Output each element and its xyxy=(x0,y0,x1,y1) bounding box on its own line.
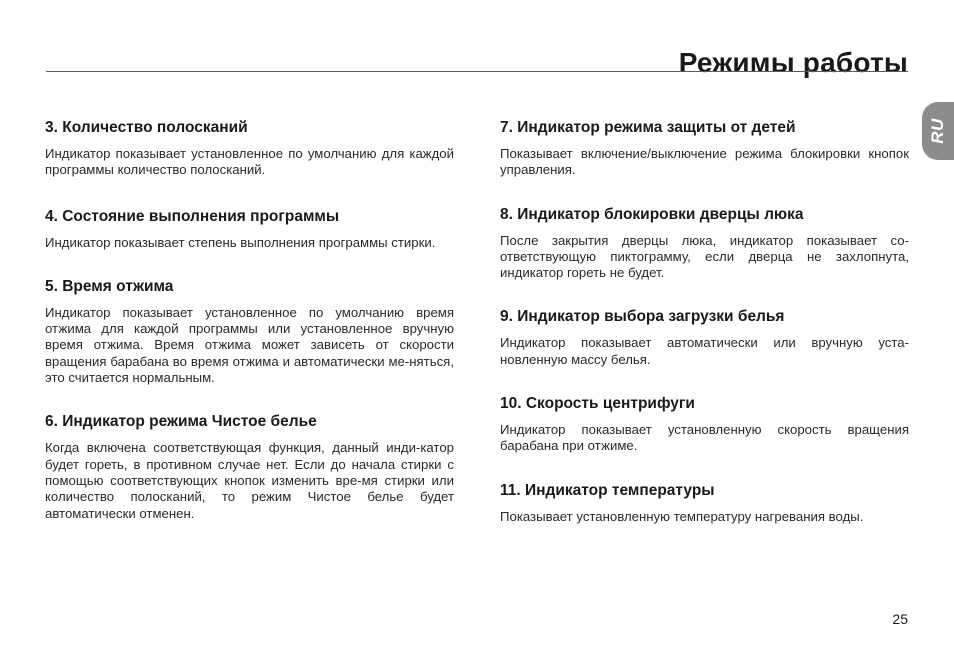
section-heading: 7. Индикатор режима защиты от детей xyxy=(500,119,796,136)
section-door-lock xyxy=(500,206,909,282)
section-text: Когда включена соответствующая функция, данный инди-катор будет гореть, в противном случае нет. Если до начала стирки с помощью соответствующих кнопок изменить вре-мя стирки или количество полосканий, то режим Чистое белье будет автоматически отменен. xyxy=(45,440,454,521)
section-heading: 10. Скорость центрифуги xyxy=(500,395,695,413)
language-tab-label: RU xyxy=(928,118,947,144)
section-text: Показывает включение/выключение режима блокировки кнопок управления. xyxy=(500,146,909,178)
section-heading: 11. Индикатор температуры xyxy=(500,481,715,499)
section-text: Индикатор показывает установленное по умолчанию для каждой программы количество полосканий. xyxy=(45,146,454,178)
page-number: 25 xyxy=(892,611,908,627)
right-column xyxy=(500,119,909,552)
section-heading: 8. Индикатор блокировки дверцы люка xyxy=(500,205,804,223)
left-column xyxy=(45,119,454,549)
section-load-selection xyxy=(500,308,909,368)
section-heading: 5. Время отжима xyxy=(45,277,174,295)
page-title: Режимы работы xyxy=(678,46,908,78)
section-text: Индикатор показывает установленную скорость вращения барабана при отжиме. xyxy=(500,422,909,454)
section-spin-time xyxy=(45,278,454,386)
section-child-lock xyxy=(500,119,909,179)
section-temperature xyxy=(500,482,909,525)
section-clean-laundry xyxy=(45,413,454,521)
section-heading: 3. Количество полосканий xyxy=(45,119,248,136)
section-text: Индикатор показывает установленное по умолчанию время отжима для каждой программы или установленное вручную время отжима. Время отжима может зависеть от скорости вращения барабана во время отжима и автоматически ме-няться, это считается нормальным. xyxy=(45,304,454,386)
section-heading: 9. Индикатор выбора загрузки белья xyxy=(500,308,785,326)
language-tab xyxy=(922,102,954,160)
section-text: Индикатор показывает автоматически или вручную уста-новленную массу белья. xyxy=(500,335,909,367)
section-text: После закрытия дверцы люка, индикатор показывает со-ответствующую пиктограмму, если дверца не захлопнута, индикатор гореть не будет. xyxy=(500,232,909,281)
section-rinse-count xyxy=(45,119,454,179)
section-program-status xyxy=(45,208,454,251)
title-divider xyxy=(46,71,908,72)
section-spin-speed xyxy=(500,395,909,455)
section-heading: 6. Индикатор режима Чистое белье xyxy=(45,413,317,431)
section-heading: 4. Состояние выполнения программы xyxy=(45,207,340,225)
section-text: Индикатор показывает степень выполнения программы стирки. xyxy=(45,234,436,250)
section-text: Показывает установленную температуру нагревания воды. xyxy=(500,508,864,524)
